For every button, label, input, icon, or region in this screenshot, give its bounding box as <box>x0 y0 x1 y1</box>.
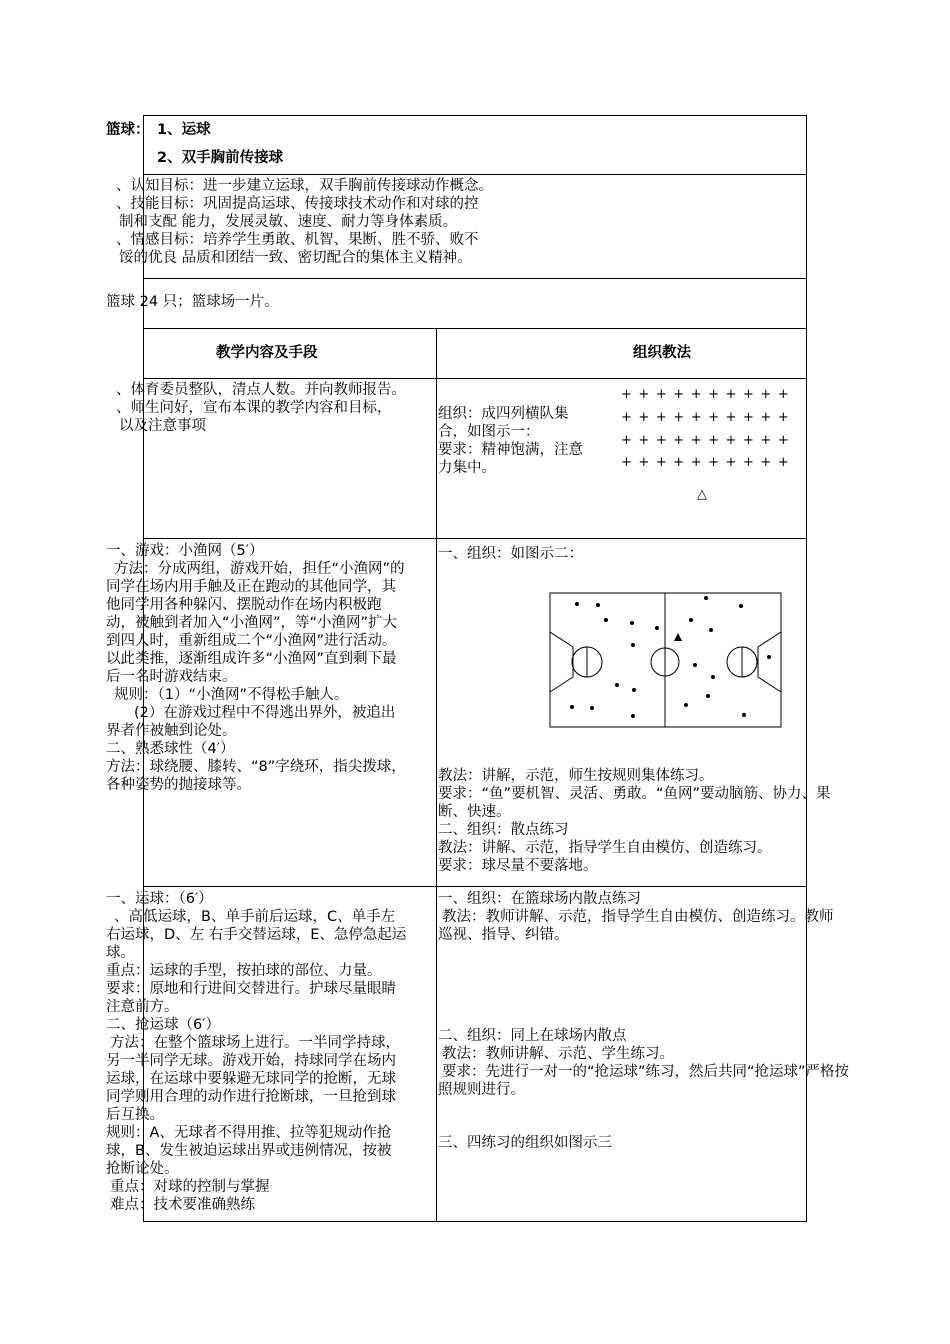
objective-line: 制和支配 能力，发展灵敏、速度、耐力等身体素质。 <box>119 214 458 230</box>
student-dot <box>596 603 600 607</box>
method-line: 教法：讲解，示范，师生按规则集体练习。 <box>438 768 714 784</box>
row-divider <box>143 378 807 379</box>
student-dot <box>630 621 634 625</box>
content-line: 同学在场内用手触及正在跑动的其他同学，其 <box>106 579 396 595</box>
content-line: 界者作被触到论处。 <box>106 723 237 739</box>
column-divider <box>436 328 437 1222</box>
method-line: 组织：成四列横队集 <box>438 406 569 422</box>
method-line: 要求：先进行一对一的“抢运球”练习，然后共同“抢运球”严格按 <box>442 1064 850 1080</box>
student-dot <box>655 626 659 630</box>
table-top-border <box>143 115 807 116</box>
content-line: 他同学用各种躲闪、摆脱动作在场内积极跑 <box>106 597 382 613</box>
topic-1: 1、运球 <box>157 122 211 138</box>
method-line: 要求：精神饱满，注意 <box>438 442 583 458</box>
table-bottom-border <box>143 1221 807 1222</box>
student-dot <box>604 618 608 622</box>
student-dot <box>575 602 579 606</box>
content-line: 一、运球：（6′） <box>106 891 213 907</box>
objectives-block <box>116 177 493 267</box>
section3-content <box>106 890 406 1214</box>
method-line: 巡视、指导、纠错。 <box>438 927 569 943</box>
student-dot <box>739 604 743 608</box>
student-dot <box>615 683 619 687</box>
student-dot <box>570 705 574 709</box>
objective-line: 、技能目标：巩固提高运球、传接球技术动作和对球的控 <box>116 196 479 212</box>
method-line: 二、组织：散点练习 <box>438 822 569 838</box>
section2-method-heading: 一、组织：如图示二： <box>438 546 583 562</box>
section2-content <box>106 542 406 794</box>
method-line: 要求：“鱼”要机智、灵活、勇敢。“鱼网”要动脑筋、协力、果 <box>438 786 831 802</box>
diagram-1-row: + + + + + + + + + + <box>621 410 790 425</box>
student-dots <box>570 596 771 718</box>
content-line: 、体育委员整队，清点人数。并向教师报告。 <box>116 382 406 398</box>
student-dot <box>767 655 771 659</box>
court-diagram <box>548 590 784 732</box>
court-left-arc <box>572 647 587 677</box>
teacher-triangle-icon: △ <box>697 487 707 502</box>
teacher-triangle-icon <box>674 633 682 641</box>
method-line: 断、快速。 <box>438 804 511 820</box>
content-line: 以及注意事项 <box>119 418 206 434</box>
topic-2: 2、双手胸前传接球 <box>157 150 284 166</box>
section3-method-c: 三、四练习的组织如图示三 <box>438 1135 612 1151</box>
content-line: 以此类推，逐渐组成许多“小渔网”直到剩下最 <box>106 651 397 667</box>
header-label: 篮球： <box>106 122 150 138</box>
content-line: 方法：球绕腰、膝转、“8”字绕环，指尖拨球， <box>106 759 406 775</box>
method-line: 一、组织：在篮球场内散点练习 <box>438 891 641 907</box>
row-divider <box>143 278 807 279</box>
content-line: (2）在游戏过程中不得逃出界外，被追出 <box>134 705 396 721</box>
method-line: 教法：讲解、示范，指导学生自由模仿、创造练习。 <box>438 840 772 856</box>
student-dot <box>711 675 715 679</box>
student-dot <box>706 694 710 698</box>
content-line: 右运球，D、左 右手交替运球，E、急停急起运 <box>106 927 407 943</box>
court-left-key <box>550 632 573 692</box>
content-line: 另一半同学无球。游戏开始，持球同学在场内 <box>106 1053 396 1069</box>
column-header-content: 教学内容及手段 <box>216 345 318 361</box>
content-line: 各种姿势的抛接球等。 <box>106 777 251 793</box>
objective-line: 、情感目标：培养学生勇敢、机智、果断、胜不骄、败不 <box>116 232 479 248</box>
method-line: 要求：球尽量不要落地。 <box>438 858 598 874</box>
content-line: 动，被触到者加入“小渔网”，等“小渔网”扩大 <box>106 615 398 631</box>
method-line: 照规则进行。 <box>438 1082 525 1098</box>
equipment-text: 篮球 24 只；篮球场一片。 <box>106 294 279 310</box>
content-line: 方法：分成两组，游戏开始，担任“小渔网”的 <box>114 561 405 577</box>
content-line: 要求：原地和行进间交替进行。护球尽量眼睛 <box>106 981 396 997</box>
section2-method <box>438 767 831 875</box>
content-line: 、高低运球，B、单手前后运球，C、单手左 <box>114 909 396 925</box>
student-dot <box>704 596 708 600</box>
content-line: 球，B、发生被迫运球出界或违例情况，按被 <box>106 1143 392 1159</box>
content-line: 后一名时游戏结束。 <box>106 669 237 685</box>
content-line: 后互换。 <box>106 1107 164 1123</box>
method-line: 二、组织：同上在球场内散点 <box>438 1028 627 1044</box>
content-line: 抢断论处。 <box>106 1161 179 1177</box>
content-line: 注意前方。 <box>106 999 179 1015</box>
section3-method-b <box>438 1027 849 1099</box>
method-line: 合，如图示一： <box>438 424 540 440</box>
court-right-arc <box>742 647 757 677</box>
student-dot <box>693 663 697 667</box>
student-dot <box>631 714 635 718</box>
diagram-1-row: + + + + + + + + + + <box>621 387 790 402</box>
content-line: 难点：技术要准确熟练 <box>110 1197 255 1213</box>
column-header-method: 组织教法 <box>633 345 691 361</box>
section1-method <box>438 405 583 477</box>
content-line: 规则：（1）“小渔网”不得松手触人。 <box>114 687 349 703</box>
student-dot <box>684 703 688 707</box>
student-dot <box>742 713 746 717</box>
section1-content <box>116 381 406 435</box>
content-line: 二、熟悉球性（4′） <box>106 741 235 757</box>
content-line: 二、抢运球（6′） <box>106 1017 221 1033</box>
content-line: 重点：运球的手型，按拍球的部位、力量。 <box>106 963 382 979</box>
objective-line: 馁的优良 品质和团结一致、密切配合的集体主义精神。 <box>119 250 472 266</box>
row-divider <box>143 174 807 175</box>
content-line: 一、游戏：小渔网（5′） <box>106 543 264 559</box>
method-line: 力集中。 <box>438 460 496 476</box>
content-line: 方法：在整个篮球场上进行。一半同学持球， <box>110 1035 400 1051</box>
row-divider <box>143 538 807 539</box>
section3-method-a <box>438 890 834 944</box>
student-dot <box>689 618 693 622</box>
student-dot <box>631 643 635 647</box>
student-dot <box>632 688 636 692</box>
method-line: 教法：教师讲解、示范、学生练习。 <box>442 1046 674 1062</box>
diagram-1-row: + + + + + + + + + + <box>621 455 790 470</box>
content-line: 球。 <box>106 945 135 961</box>
objective-line: 、认知目标：进一步建立运球，双手胸前传接球动作概念。 <box>116 178 493 194</box>
content-line: 规则：A、无球者不得用推、拉等犯规动作抢 <box>106 1125 392 1141</box>
method-line: 教法：教师讲解、示范，指导学生自由模仿、创造练习。教师 <box>442 909 834 925</box>
diagram-1-row: + + + + + + + + + + <box>621 433 790 448</box>
content-line: 、师生问好，宣布本课的教学内容和目标， <box>116 400 392 416</box>
student-dot <box>590 706 594 710</box>
student-dot <box>709 628 713 632</box>
content-line: 重点：对球的控制与掌握 <box>110 1179 270 1195</box>
content-line: 运球，在运球中要躲避无球同学的抢断，无球 <box>106 1071 396 1087</box>
row-divider <box>143 886 807 887</box>
row-divider <box>143 328 807 329</box>
content-line: 到四人时，重新组成二个“小渔网”进行活动。 <box>106 633 397 649</box>
court-right-key <box>758 632 781 692</box>
content-line: 同学则用合理的动作进行抢断球，一旦抢到球 <box>106 1089 396 1105</box>
